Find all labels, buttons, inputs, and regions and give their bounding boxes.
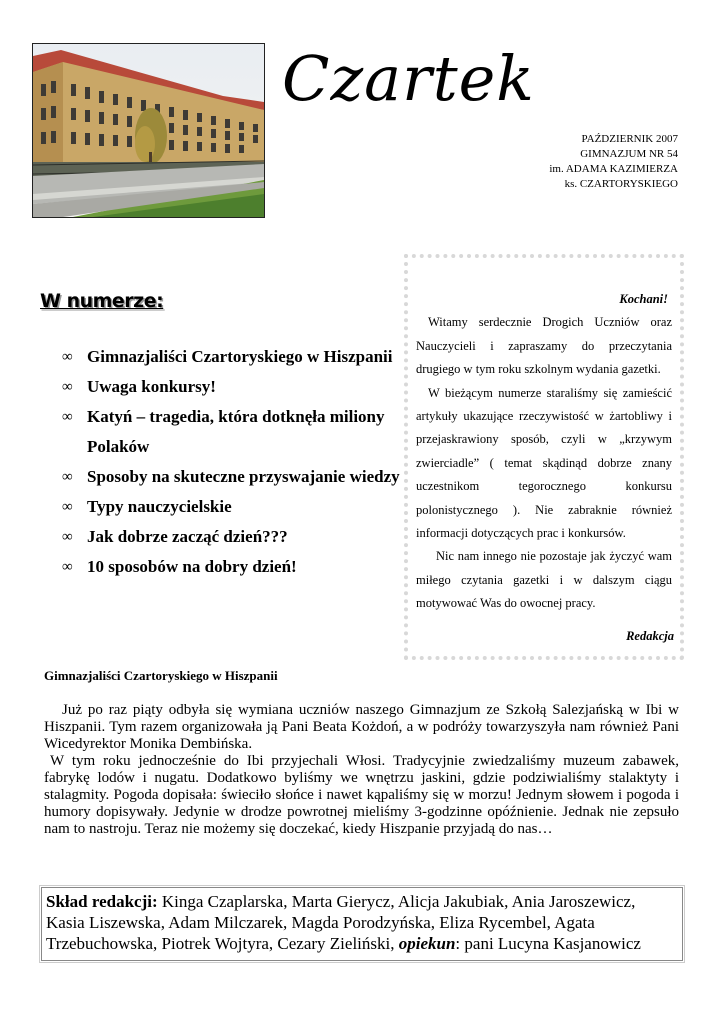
editorial-letter-box: [404, 254, 684, 660]
school-patron-line-2: ks. CZARTORYSKIEGO: [564, 178, 678, 190]
school-building-photo: [32, 43, 265, 218]
toc-item-label: Katyń – tragedia, która dotknęła miliony Polaków: [87, 407, 385, 456]
toc-item: [62, 462, 402, 492]
toc-item: [62, 522, 402, 552]
infinity-bullet-icon: ∞: [62, 349, 73, 365]
infinity-bullet-icon: ∞: [62, 499, 73, 515]
advisor-name: : pani Lucyna Kasjanowicz: [455, 934, 641, 953]
toc-item-label: Typy nauczycielskie: [87, 497, 232, 516]
toc-item-label: Gimnazjaliści Czartoryskiego w Hiszpanii: [87, 347, 393, 366]
article-paragraph: Już po raz piąty odbyła się wymiana uczniów naszego Gimnazjum ze Szkołą Salezjańską w Ibi w Hiszpanii. Tym razem organizowała ją Pani Beata Kożdoń, a w podróży towarzyszyła nam również Pani Wicedyrektor Monika Dembińska.: [44, 702, 679, 752]
letter-paragraph: Nic nam innego nie pozostaje jak życzyć wam miłego czytania gazetki i w dalszym ciągu motywować Was do owocnej pracy.: [416, 549, 672, 611]
editorial-staff-box: [41, 887, 683, 961]
toc-item-label: Sposoby na skuteczne przyswajanie wiedzy: [87, 467, 400, 486]
letter-paragraph: W bieżącym numerze staraliśmy się zamieścić artykuły ukazujące rzeczywistość w żartobliwy i przejaskrawiony sposób, czyli w „krzywym zwierciadle” ( temat skądinąd dobrze znany uczestnikom tegorocznego konkursu polonistycznego ). Nie zabraknie również informacji dotyczących prac i konkursów.: [416, 385, 672, 541]
toc-item: [62, 492, 402, 522]
article-paragraph: W tym roku jednocześnie do Ibi przyjechali Włosi. Tradycyjnie zwiedzaliśmy muzeum zabawek, fabrykę lodów i nugatu. Dodatkowo byliśmy we wnętrzu jaskini, gdzie podziwialiśmy stalaktyty i stalagmity. Pogoda dopisała: świeciło słońce i nawet kąpaliśmy się w morzu! Jednym słowem i pogoda i humory dopisywały. Jedynie w drodze powrotnej mieliśmy 3-godzinne opóźnienie. Jednak nie zepsuło nam to nastroju. Teraz nie możemy się doczekać, kiedy Hiszpanie przyjadą do nas…: [44, 753, 679, 837]
infinity-bullet-icon: ∞: [62, 379, 73, 395]
toc-item-label: 10 sposobów na dobry dzień!: [87, 557, 297, 576]
staff-members: Kinga Czaplarska, Marta Gierycz, Alicja Jakubiak, Ania Jaroszewicz, Kasia Liszewska, Adam Milczarek, Magda Porodzyńska, Eliza Rycembel, Agata Trzebuchowska, Piotrek Wojtyra, Cezary Zieliński,: [46, 892, 636, 953]
toc-item: [62, 552, 402, 582]
toc-item-label: Jak dobrze zacząć dzień???: [87, 527, 288, 546]
infinity-bullet-icon: ∞: [62, 409, 73, 425]
toc-item: [62, 372, 402, 402]
toc-item: [62, 342, 402, 372]
issue-date: PAŹDZIERNIK 2007: [581, 133, 678, 145]
infinity-bullet-icon: ∞: [62, 469, 73, 485]
letter-signature: Redakcja: [626, 628, 674, 643]
newspaper-title: Czartek: [282, 42, 535, 115]
toc-heading: W numerze:: [40, 290, 164, 312]
toc-item-label: Uwaga konkursy!: [87, 377, 216, 396]
school-patron-line-1: im. ADAMA KAZIMIERZA: [549, 163, 678, 175]
table-of-contents: [62, 342, 402, 582]
school-name: GIMNAZJUM NR 54: [580, 148, 678, 160]
article-body: [44, 702, 679, 838]
staff-label: Skład redakcji:: [46, 892, 158, 911]
advisor-label: opiekun: [398, 934, 456, 953]
letter-greeting: Kochani!: [619, 292, 668, 306]
toc-item: [62, 402, 402, 462]
infinity-bullet-icon: ∞: [62, 529, 73, 545]
letter-paragraph: Witamy serdecznie Drogich Uczniów oraz Nauczycieli i zapraszamy do przeczytania drugiego w tym roku szkolnym wydania gazetki.: [416, 315, 672, 377]
article-title: Gimnazjaliści Czartoryskiego w Hiszpanii: [44, 668, 278, 683]
infinity-bullet-icon: ∞: [62, 559, 73, 575]
issue-info: [418, 132, 678, 192]
